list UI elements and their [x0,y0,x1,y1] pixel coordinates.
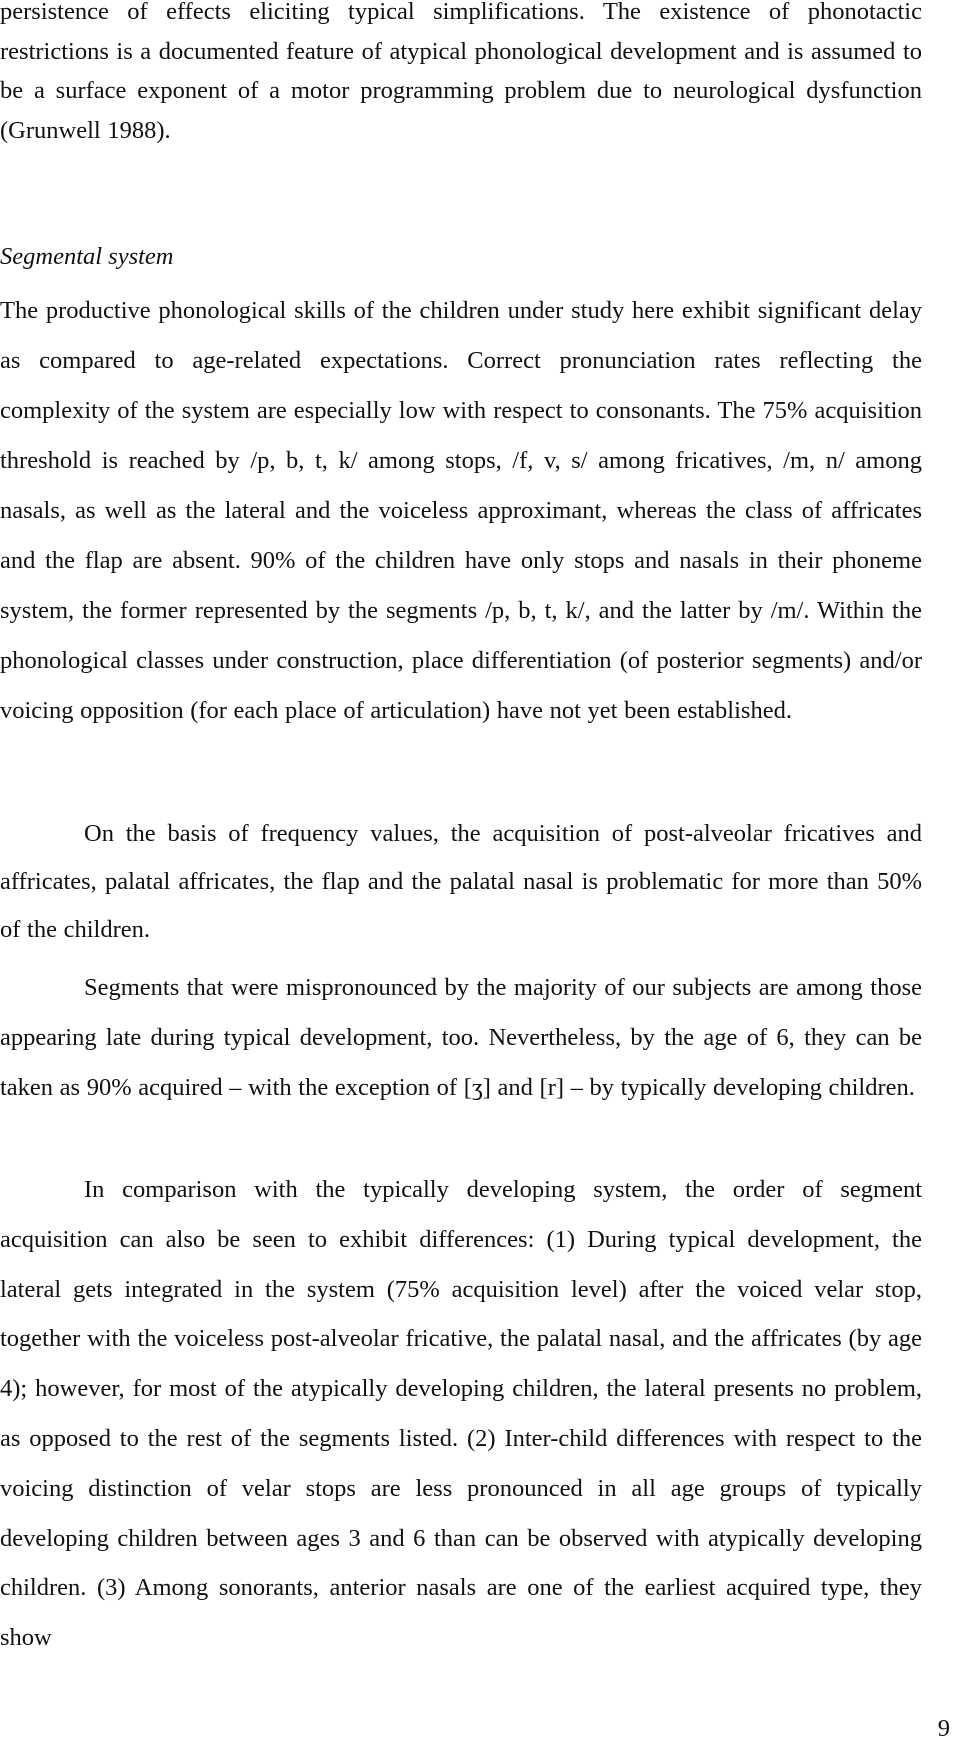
paragraph-frequency-values: On the basis of frequency values, the acquisition of post-alveolar fricatives and affricates, palatal affricates, the flap and the palatal nasal is problematic for more than 50% of the children. [0,820,922,943]
paragraph-phonotactic-restrictions: persistence of effects eliciting typical simplifications. The existence of phonotactic restrictions is a documented feature of atypical phonological development and is assumed to be a surface exponent of a motor programming problem due to neurological dysfunction (Grunwell 1988). [0,0,922,144]
paragraph-mispronounced-segments: Segments that were mispronounced by the majority of our subjects are among those appearing late during typical development, too. Nevertheless, by the age of 6, they can be taken as 90% acquired – with the exception of [ʒ] and [r] – by typically developing children. [0,974,922,1101]
paragraph-comparison: In comparison with the typically developing system, the order of segment acquisition can also be seen to exhibit differences: (1) During typical development, the lateral gets integrated in the system (75% acquisition level) after the voiced velar stop, together with the voiceless post-alveolar fricative, the palatal nasal, and the affricates (by age 4); however, for most of the atypically developing children, the lateral presents no problem, as opposed to the rest of the segments listed. (2) Inter-child differences with respect to the voicing distinction of velar stops are less pronounced in all age groups of typically developing children between ages 3 and 6 than can be observed with atypically developing children. (3) Among sonorants, anterior nasals are one of the earliest acquired type, they show [0,1176,922,1652]
section-heading-segmental-system: Segmental system [0,243,174,270]
paragraph-segmental-system: The productive phonological skills of the children under study here exhibit significant delay as compared to age-related expectations. Correct pronunciation rates reflecting the complexity of the system are especially low with respect to consonants. The 75% acquisition threshold is reached by /p, b, t, k/ among stops, /f, v, s/ among fricatives, /m, n/ among nasals, as well as the lateral and the voiceless approximant, whereas the class of affricates and the flap are absent. 90% of the children have only stops and nasals in their phoneme system, the former represented by the segments /p, b, t, k/, and the latter by /m/. Within the phonological classes under construction, place differentiation (of posterior segments) and/or voicing opposition (for each place of articulation) have not yet been established. [0,297,922,724]
page-number: 9 [937,1715,950,1742]
